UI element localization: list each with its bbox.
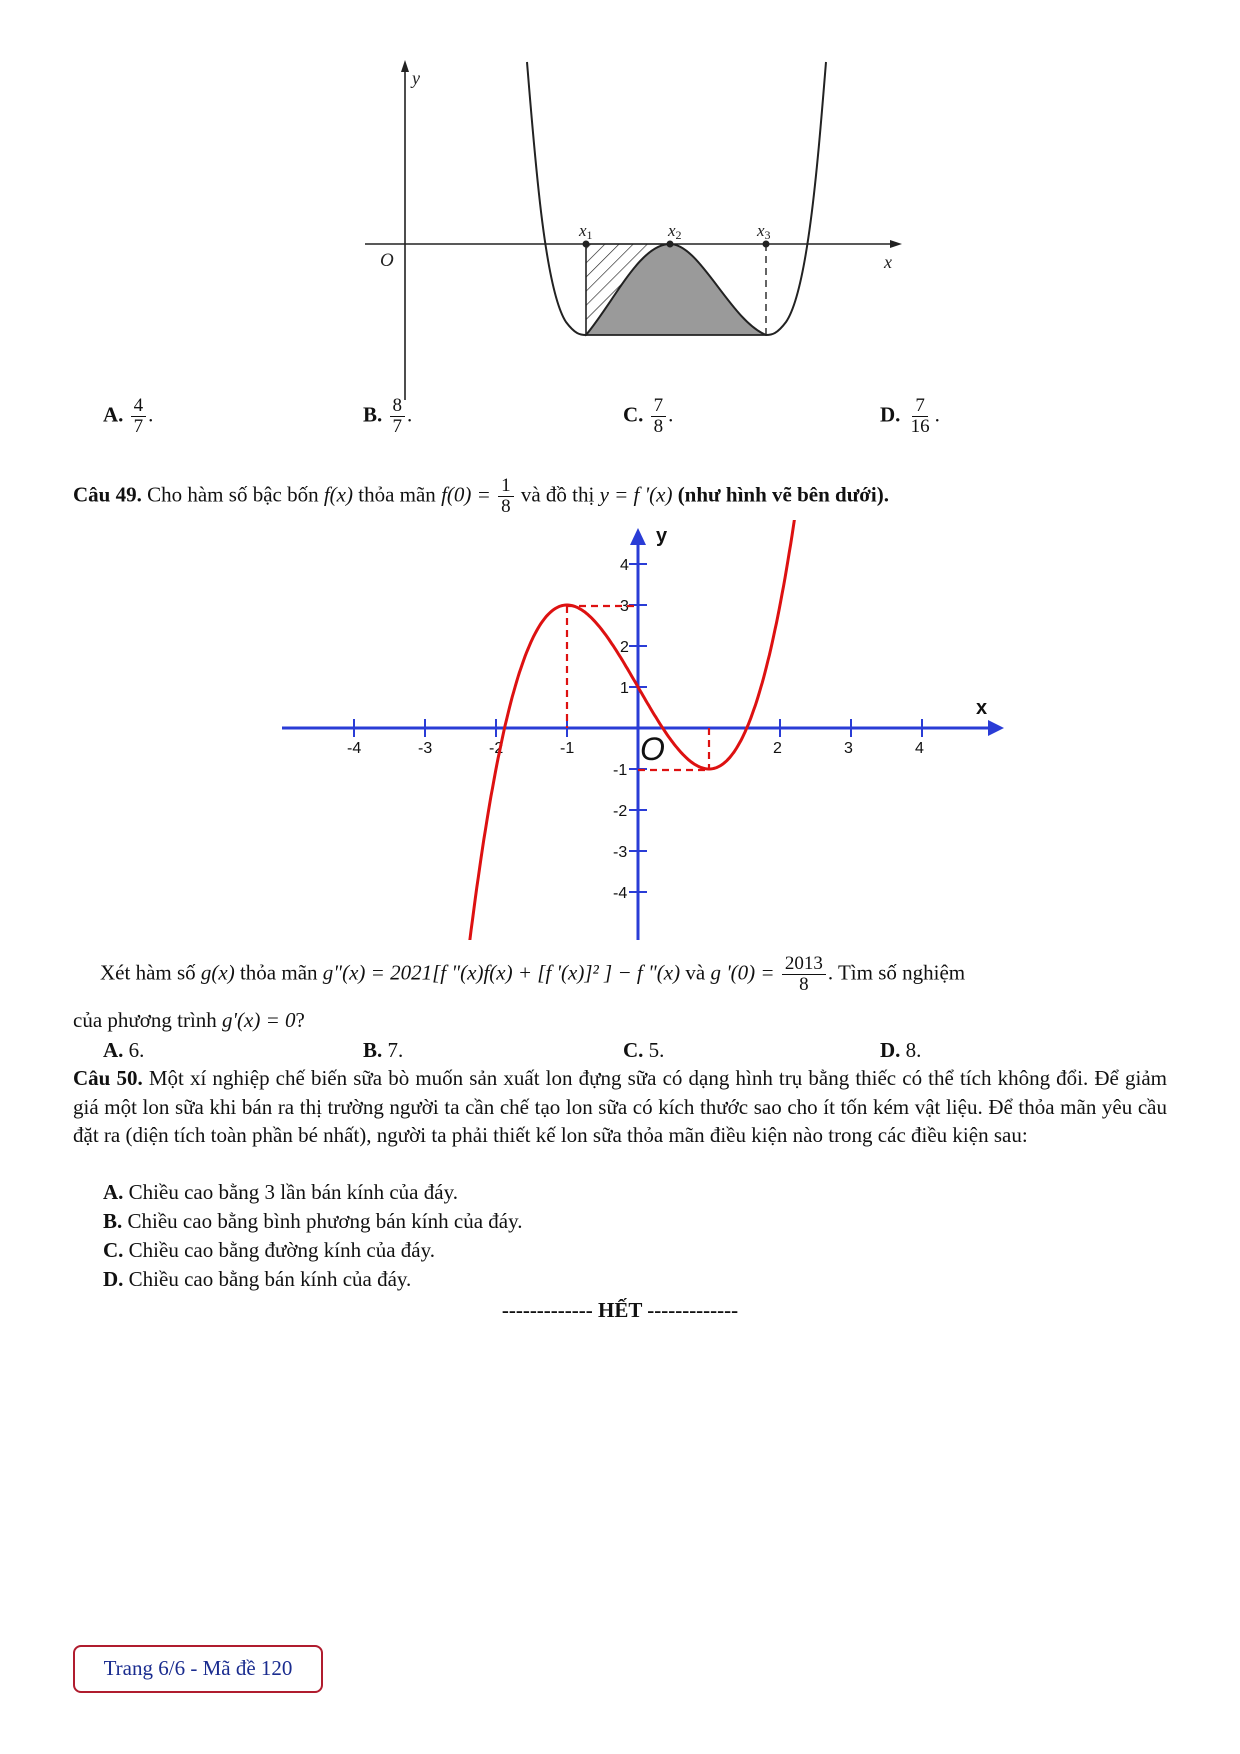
y-tick-label: -3 xyxy=(613,844,628,861)
figure-derivative-graph xyxy=(0,520,1240,940)
fig1-y-label: y xyxy=(412,68,420,88)
y-tick-label: -2 xyxy=(613,803,628,820)
y-tick-label: 3 xyxy=(620,598,629,615)
q50-option-a: A. Chiều cao bằng 3 lần bán kính của đáy. xyxy=(103,1180,458,1204)
q49-condition: Xét hàm số g(x) thỏa mãn g"(x) = 2021[f "(x)f(x) + [f '(x)]² ] − f "(x) và g '(0) = $\frac{2013}{8}$ . Tìm số nghiệm xyxy=(100,953,966,995)
end-marker: ------------- HẾT ------------- xyxy=(501,1298,739,1322)
fig2-origin-label: O xyxy=(640,731,665,767)
x2-label: x xyxy=(668,221,676,240)
q49-stem: Câu 49. Cho hàm số bậc bốn f(x) thỏa mãn f(0) = $\frac{1}{8}$ và đồ thị y = f '(x) (như hình vẽ bên dưới). xyxy=(73,475,889,517)
y-tick-label: -4 xyxy=(613,885,628,902)
q50-option-b: B. Chiều cao bằng bình phương bán kính của đáy. xyxy=(103,1209,523,1233)
q48-answer-b: B. $\frac{8}{7}$ . xyxy=(363,395,413,437)
x-tick-label: -3 xyxy=(418,740,433,757)
svg-text:x1 xyxy=(578,221,593,242)
fig1-origin-label: O xyxy=(380,250,394,271)
q49-answer-a: A. 6. xyxy=(103,1038,145,1062)
y-tick-label: 2 xyxy=(620,639,629,656)
x1-sub: 1 xyxy=(586,228,593,242)
fig1-x-label: x xyxy=(884,252,892,272)
x3-label: x xyxy=(757,221,765,240)
x-tick-label: -1 xyxy=(560,740,575,757)
q48-answer-d: D. $\frac{7}{16}$ . xyxy=(880,395,940,437)
x2-sub: 2 xyxy=(675,228,682,242)
q49-question: của phương trình g'(x) = 0? xyxy=(73,1008,305,1032)
q50-option-d: D. Chiều cao bằng bán kính của đáy. xyxy=(103,1267,412,1291)
x-tick-label: 4 xyxy=(915,740,924,757)
y-tick-label: -1 xyxy=(613,762,628,779)
q50-option-c: C. Chiều cao bằng đường kính của đáy. xyxy=(103,1238,435,1262)
y-tick-label: 1 xyxy=(620,680,629,697)
q50-stem: Câu 50. Một xí nghiệp chế biến sữa bò muốn sản xuất lon đựng sữa có dạng hình trụ bằng thiếc có thể tích không đổi. Để giảm giá một lon sữa khi bán ra thị trường người ta cần chế tạo lon sữa có kích thước sao cho ít tốn kém vật liệu. Để thỏa mãn yêu cầu đặt ra (diện tích toàn phần bé nhất), người ta phải thiết kế lon sữa thỏa mãn điều kiện nào trong các điều kiện sau: xyxy=(73,1066,1167,1147)
x-tick-label: -2 xyxy=(489,740,504,757)
page-footer xyxy=(73,1645,323,1693)
x-tick-label: 3 xyxy=(844,740,853,757)
fig2-x-label: x xyxy=(976,697,988,719)
figure-quartic-graph xyxy=(0,0,1240,420)
q49-answer-d: D. 8. xyxy=(880,1038,922,1062)
q48-answer-a: A. $\frac{4}{7}$ . xyxy=(103,395,154,437)
q49-answer-c: C. 5. xyxy=(623,1038,665,1062)
derivative-curve xyxy=(470,520,797,940)
q49-answer-b: B. 7. xyxy=(363,1038,404,1062)
x-tick-label: -4 xyxy=(347,740,362,757)
y-tick-label: 4 xyxy=(620,557,629,574)
x1-label: x xyxy=(579,221,587,240)
x-tick-label: 2 xyxy=(773,740,782,757)
svg-text:x2 xyxy=(667,221,682,242)
x3-sub: 3 xyxy=(764,228,771,242)
footer-text: Trang 6/6 - Mã đề 120 xyxy=(103,1656,293,1680)
svg-text:x3 xyxy=(756,221,771,242)
fig2-y-label: y xyxy=(656,525,668,547)
q48-answer-c: C. $\frac{7}{8}$ . xyxy=(623,395,674,437)
